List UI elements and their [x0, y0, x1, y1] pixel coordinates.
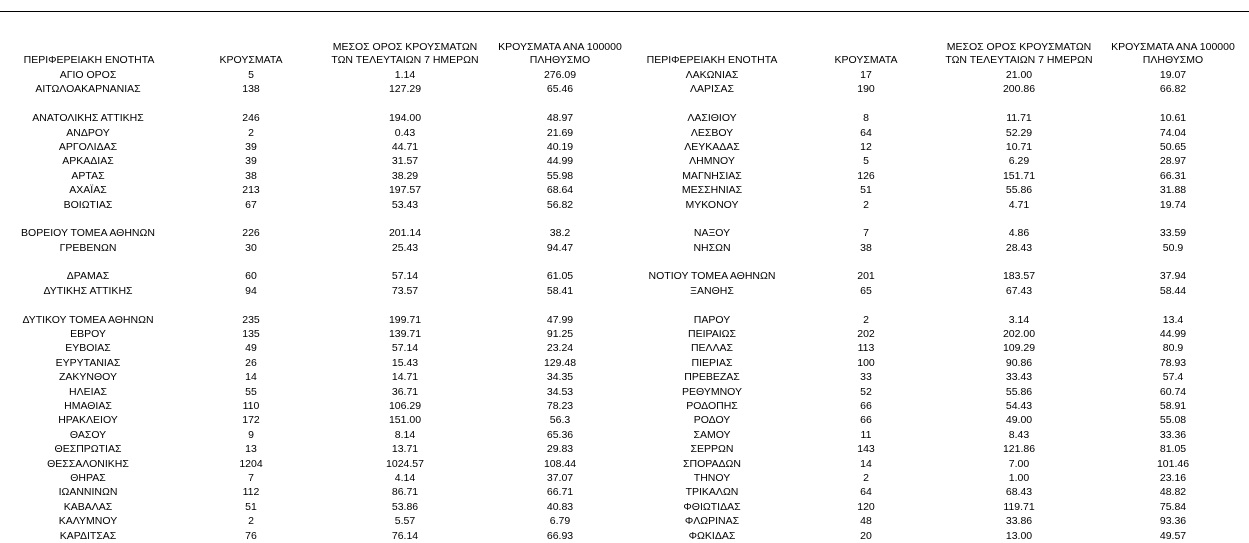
right-per-cell: 49.57 — [1159, 529, 1187, 542]
left-per-cell — [495, 255, 625, 269]
left-avg-cell: 5.57 — [394, 515, 416, 528]
header-region-left — [10, 54, 168, 67]
header-cases-right — [820, 54, 912, 67]
header-per-line2: ΠΛΗΘΥΣΜΟ — [529, 54, 591, 66]
right-cases-cell: 33 — [860, 371, 872, 384]
right-per-cell: 66.31 — [1159, 169, 1187, 182]
left-avg-cell: 0.43 — [394, 126, 416, 139]
right-avg-cell: 4.71 — [1008, 198, 1030, 211]
left-avg-cell: 36.71 — [391, 385, 419, 398]
left-per-cell: 61.05 — [546, 270, 574, 283]
left-region-cell: ΚΑΡΔΙΤΣΑΣ — [59, 529, 117, 542]
left-avg-cell — [340, 97, 470, 111]
right-avg-cell: 68.43 — [1005, 486, 1033, 499]
left-cases-cell: 2 — [248, 515, 254, 528]
right-region-cell: ΤΡΙΚΑΛΩΝ — [685, 486, 739, 499]
right-region-cell: ΛΗΜΝΟΥ — [689, 155, 735, 168]
right-cases-cell: 143 — [857, 443, 875, 456]
left-avg-cell: 38.29 — [391, 169, 419, 182]
right-region-cell: ΝΑΞΟΥ — [693, 227, 731, 240]
left-region-cell: ΔΥΤΙΚΗΣ ΑΤΤΙΚΗΣ — [43, 284, 133, 297]
right-per-cell: 37.94 — [1159, 270, 1187, 283]
right-per-cell: 93.36 — [1159, 515, 1187, 528]
right-cases-cell: 51 — [860, 184, 872, 197]
left-cases-cell: 67 — [245, 198, 257, 211]
left-cases-cell: 14 — [245, 371, 257, 384]
left-region-cell: ΘΕΣΣΑΛΟΝΙΚΗΣ — [47, 457, 129, 470]
left-region-cell: ΔΥΤΙΚΟΥ ΤΟΜΕΑ ΑΘΗΝΩΝ — [22, 313, 154, 326]
left-avg-cell: 76.14 — [391, 529, 419, 542]
right-cases-cell: 66 — [860, 414, 872, 427]
left-region-column — [0, 68, 176, 543]
right-avg-cell: 3.14 — [1008, 313, 1030, 326]
header-avg-line2: ΤΩΝ ΤΕΛΕΥΤΑΙΩΝ 7 ΗΜΕΡΩΝ — [945, 54, 1093, 66]
left-region-cell: ΒΟΡΕΙΟΥ ΤΟΜΕΑ ΑΘΗΝΩΝ — [21, 227, 155, 240]
right-per-cell: 13.4 — [1162, 313, 1184, 326]
left-avg-cell: 106.29 — [388, 399, 422, 412]
left-region-cell: ΘΑΣΟΥ — [69, 428, 107, 441]
left-per-cell: 65.36 — [546, 428, 574, 441]
left-avg-cell: 25.43 — [391, 241, 419, 254]
left-cases-cell: 39 — [245, 140, 257, 153]
left-per-cell: 38.2 — [549, 227, 571, 240]
left-per-cell: 94.47 — [546, 241, 574, 254]
left-cases-cell: 39 — [245, 155, 257, 168]
top-border — [0, 11, 1249, 12]
right-per-cell: 74.04 — [1159, 126, 1187, 139]
left-region-cell: ΘΗΡΑΣ — [70, 471, 106, 484]
right-avg-cell: 109.29 — [1002, 342, 1036, 355]
right-per-cell: 50.9 — [1162, 241, 1184, 254]
right-cases-cell: 8 — [863, 112, 869, 125]
left-region-cell: ΑΓΙΟ ΟΡΟΣ — [59, 69, 117, 81]
right-per-cell: 78.93 — [1159, 356, 1187, 369]
left-region-cell: ΕΥΡΥΤΑΝΙΑΣ — [55, 356, 121, 369]
left-cases-cell: 172 — [242, 414, 260, 427]
right-avg-cell: 1.00 — [1008, 471, 1030, 484]
right-cases-cell: 126 — [857, 169, 875, 182]
right-avg-cell: 33.86 — [1005, 515, 1033, 528]
header-per-right — [1093, 41, 1249, 67]
right-cases-cell: 65 — [860, 284, 872, 297]
right-region-cell — [622, 97, 802, 111]
left-region-cell — [0, 255, 176, 269]
left-avg-cell: 1024.57 — [386, 457, 424, 470]
right-cases-cell: 20 — [860, 529, 872, 542]
left-per-cell: 58.41 — [546, 284, 574, 297]
left-region-cell: ΓΡΕΒΕΝΩΝ — [59, 241, 117, 254]
right-region-cell: ΞΑΝΘΗΣ — [690, 284, 734, 297]
right-cases-cell: 11 — [860, 428, 872, 441]
right-avg-cell — [954, 298, 1084, 312]
header-region-label: ΠΕΡΙΦΕΡΕΙΑΚΗ ΕΝΟΤΗΤΑ — [646, 54, 778, 66]
right-per-cell: 60.74 — [1159, 385, 1187, 398]
left-avg-cell: 199.71 — [388, 313, 422, 326]
left-per-cell: 56.3 — [549, 414, 571, 427]
left-avg-cell: 151.00 — [388, 414, 422, 427]
left-cases-cell — [205, 298, 297, 312]
left-avg-cell: 4.14 — [394, 471, 416, 484]
left-cases-cell: 38 — [245, 169, 257, 182]
header-avg-line2: ΤΩΝ ΤΕΛΕΥΤΑΙΩΝ 7 ΗΜΕΡΩΝ — [331, 54, 479, 66]
right-region-cell: ΡΟΔΟΥ — [693, 414, 731, 427]
header-per-left — [480, 41, 640, 67]
left-per-cell: 55.98 — [546, 169, 574, 182]
right-region-cell: ΤΗΝΟΥ — [693, 471, 731, 484]
left-region-cell: ΑΡΤΑΣ — [71, 169, 105, 182]
left-avg-cell: 8.14 — [394, 428, 416, 441]
right-cases-cell — [820, 298, 912, 312]
left-avg-cell: 53.43 — [391, 198, 419, 211]
left-region-cell: ΗΡΑΚΛΕΙΟΥ — [58, 414, 118, 427]
left-region-cell: ΗΜΑΘΙΑΣ — [64, 399, 112, 412]
right-per-cell — [1108, 97, 1238, 111]
right-region-cell: ΛΕΣΒΟΥ — [690, 126, 734, 139]
right-avg-cell — [954, 97, 1084, 111]
right-avg-cell: 13.00 — [1005, 529, 1033, 542]
right-avg-cell — [954, 212, 1084, 226]
left-cases-cell: 2 — [248, 126, 254, 139]
right-region-cell: ΡΕΘΥΜΝΟΥ — [681, 385, 742, 398]
left-avg-cell: 13.71 — [391, 443, 419, 456]
right-avg-cell: 183.57 — [1002, 270, 1036, 283]
right-per-cell: 57.4 — [1162, 371, 1184, 384]
left-per-cell: 68.64 — [546, 184, 574, 197]
right-region-cell — [622, 298, 802, 312]
left-per-cell: 21.69 — [546, 126, 574, 139]
right-region-cell: ΣΑΜΟΥ — [693, 428, 731, 441]
header-avg-left — [318, 41, 492, 67]
right-cases-cell: 38 — [860, 241, 872, 254]
left-per-cell — [495, 298, 625, 312]
left-per-cell: 29.83 — [546, 443, 574, 456]
left-cases-cell: 135 — [242, 328, 260, 341]
right-cases-cell: 100 — [857, 356, 875, 369]
left-per-cell: 129.48 — [543, 356, 577, 369]
left-avg-cell: 57.14 — [391, 342, 419, 355]
header-avg-line1: ΜΕΣΟΣ ΟΡΟΣ ΚΡΟΥΣΜΑΤΩΝ — [332, 41, 478, 53]
right-per-cell — [1108, 212, 1238, 226]
right-per-cell: 19.74 — [1159, 198, 1187, 211]
right-region-cell: ΠΕΙΡΑΙΩΣ — [688, 328, 736, 341]
right-region-cell: ΛΑΣΙΘΙΟΥ — [687, 112, 737, 125]
left-avg-cell: 86.71 — [391, 486, 419, 499]
right-cases-cell: 14 — [860, 457, 872, 470]
left-cases-cell: 9 — [248, 428, 254, 441]
right-avg-cell: 55.86 — [1005, 184, 1033, 197]
left-avg-cell: 201.14 — [388, 227, 422, 240]
right-avg-cell — [954, 255, 1084, 269]
left-per-cell: 108.44 — [543, 457, 577, 470]
right-region-cell: ΠΑΡΟΥ — [693, 313, 731, 326]
right-region-cell — [622, 212, 802, 226]
header-cases-left — [205, 54, 297, 67]
left-avg-cell: 15.43 — [391, 356, 419, 369]
left-per-cell: 40.83 — [546, 500, 574, 513]
left-region-cell — [0, 97, 176, 111]
left-per-cell: 66.93 — [546, 529, 574, 542]
right-cases-cell: 17 — [860, 69, 872, 81]
right-region-cell: ΣΠΟΡΑΔΩΝ — [683, 457, 741, 470]
left-cases-cell: 235 — [242, 313, 260, 326]
right-per-cell: 75.84 — [1159, 500, 1187, 513]
left-avg-cell: 1.14 — [394, 69, 416, 81]
header-region-label: ΠΕΡΙΦΕΡΕΙΑΚΗ ΕΝΟΤΗΤΑ — [23, 54, 155, 66]
right-region-cell: ΦΛΩΡΙΝΑΣ — [684, 515, 740, 528]
left-cases-cell: 7 — [248, 471, 254, 484]
left-region-cell: ΑΡΓΟΛΙΔΑΣ — [58, 140, 118, 153]
right-per-cell: 28.97 — [1159, 155, 1187, 168]
right-region-cell: ΠΕΛΛΑΣ — [690, 342, 734, 355]
left-cases-cell: 94 — [245, 284, 257, 297]
right-cases-cell — [820, 255, 912, 269]
right-avg-cell: 49.00 — [1005, 414, 1033, 427]
right-cases-cell: 52 — [860, 385, 872, 398]
right-cases-cell: 190 — [857, 83, 875, 96]
left-cases-cell: 110 — [242, 399, 260, 412]
left-region-cell: ΑΧΑΪΑΣ — [69, 184, 107, 197]
right-region-cell: ΠΡΕΒΕΖΑΣ — [684, 371, 740, 384]
left-per-cell: 276.09 — [543, 69, 577, 81]
right-avg-cell: 21.00 — [1005, 69, 1033, 81]
left-cases-cell: 1204 — [239, 457, 263, 470]
right-per-cell: 23.16 — [1159, 471, 1187, 484]
left-cases-cell: 112 — [242, 486, 260, 499]
left-avg-cell — [340, 212, 470, 226]
header-region-right — [632, 54, 792, 67]
right-avg-cell: 6.29 — [1008, 155, 1030, 168]
right-cases-cell: 2 — [863, 313, 869, 326]
right-region-column — [622, 68, 802, 543]
left-region-cell: ΔΡΑΜΑΣ — [66, 270, 110, 283]
right-per-cell — [1108, 255, 1238, 269]
right-avg-cell: 28.43 — [1005, 241, 1033, 254]
right-avg-cell: 151.71 — [1002, 169, 1036, 182]
right-per-cell — [1108, 298, 1238, 312]
right-avg-cell: 67.43 — [1005, 284, 1033, 297]
left-cases-cell: 138 — [242, 83, 260, 96]
right-cases-cell: 66 — [860, 399, 872, 412]
left-region-cell: ΘΕΣΠΡΩΤΙΑΣ — [54, 443, 122, 456]
left-cases-cell: 26 — [245, 356, 257, 369]
right-cases-cell: 120 — [857, 500, 875, 513]
left-per-cell: 37.07 — [546, 471, 574, 484]
left-region-cell — [0, 298, 176, 312]
right-cases-cell: 2 — [863, 471, 869, 484]
right-avg-cell: 10.71 — [1005, 140, 1033, 153]
right-region-cell: ΡΟΔΟΠΗΣ — [686, 399, 738, 412]
left-region-cell: ΑΙΤΩΛΟΑΚΑΡΝΑΝΙΑΣ — [35, 83, 141, 96]
right-region-cell: ΜΑΓΝΗΣΙΑΣ — [682, 169, 742, 182]
left-cases-cell — [205, 212, 297, 226]
left-avg-cell: 44.71 — [391, 140, 419, 153]
right-cases-cell: 48 — [860, 515, 872, 528]
right-avg-cell: 200.86 — [1002, 83, 1036, 96]
right-per-cell: 58.91 — [1159, 399, 1187, 412]
left-region-cell: ΕΥΒΟΙΑΣ — [65, 342, 111, 355]
right-per-cell: 66.82 — [1159, 83, 1187, 96]
left-avg-cell: 57.14 — [391, 270, 419, 283]
left-cases-cell: 30 — [245, 241, 257, 254]
right-region-cell: ΝΟΤΙΟΥ ΤΟΜΕΑ ΑΘΗΝΩΝ — [648, 270, 776, 283]
right-cases-column — [820, 68, 912, 543]
left-region-cell — [0, 212, 176, 226]
left-cases-cell — [205, 97, 297, 111]
right-cases-cell: 7 — [863, 227, 869, 240]
left-per-cell: 78.23 — [546, 399, 574, 412]
left-cases-cell: 13 — [245, 443, 257, 456]
right-per-cell: 81.05 — [1159, 443, 1187, 456]
right-region-cell: ΜΕΣΣΗΝΙΑΣ — [681, 184, 743, 197]
left-region-cell: ΗΛΕΙΑΣ — [68, 385, 107, 398]
left-cases-cell: 213 — [242, 184, 260, 197]
right-per-cell: 50.65 — [1159, 140, 1187, 153]
right-cases-cell: 113 — [857, 342, 875, 355]
left-avg-cell: 31.57 — [391, 155, 419, 168]
right-avg-cell: 4.86 — [1008, 227, 1030, 240]
right-region-cell: ΜΥΚΟΝΟΥ — [685, 198, 739, 211]
left-avg-cell: 127.29 — [388, 83, 422, 96]
right-avg-cell: 11.71 — [1006, 112, 1032, 125]
right-region-cell: ΛΑΚΩΝΙΑΣ — [685, 69, 739, 81]
right-per-cell: 44.99 — [1159, 328, 1187, 341]
left-per-cell: 56.82 — [546, 198, 574, 211]
right-region-cell: ΝΗΣΩΝ — [693, 241, 731, 254]
right-cases-cell: 201 — [857, 270, 875, 283]
left-cases-cell: 76 — [245, 529, 257, 542]
right-per-cell: 31.88 — [1159, 184, 1187, 197]
right-avg-cell: 52.29 — [1005, 126, 1033, 139]
right-avg-cell: 202.00 — [1002, 328, 1036, 341]
left-per-column — [495, 68, 625, 543]
header-per-line1: ΚΡΟΥΣΜΑΤΑ ΑΝΑ 100000 — [498, 41, 622, 53]
right-per-cell: 33.36 — [1159, 428, 1187, 441]
left-cases-cell: 60 — [245, 270, 257, 283]
right-per-cell: 10.61 — [1159, 112, 1187, 125]
left-cases-cell: 246 — [242, 112, 260, 125]
left-region-cell: ΑΝΔΡΟΥ — [66, 126, 110, 139]
right-region-cell: ΣΕΡΡΩΝ — [690, 443, 734, 456]
left-region-cell: ΕΒΡΟΥ — [70, 328, 106, 341]
left-cases-column — [205, 68, 297, 543]
left-cases-cell: 49 — [245, 342, 257, 355]
right-avg-column — [954, 68, 1084, 543]
right-per-cell: 33.59 — [1159, 227, 1187, 240]
left-per-cell — [495, 212, 625, 226]
left-per-cell: 34.35 — [546, 371, 574, 384]
right-avg-cell: 8.43 — [1008, 428, 1030, 441]
left-per-cell: 65.46 — [546, 83, 574, 96]
left-region-cell: ΙΩΑΝΝΙΝΩΝ — [58, 486, 118, 499]
header-per-line1: ΚΡΟΥΣΜΑΤΑ ΑΝΑ 100000 — [1111, 41, 1235, 53]
right-per-cell: 101.46 — [1156, 457, 1190, 470]
right-cases-cell: 12 — [860, 140, 872, 153]
left-per-cell: 34.53 — [546, 385, 574, 398]
left-region-cell: ΑΡΚΑΔΙΑΣ — [62, 155, 114, 168]
left-region-cell: ΚΑΒΑΛΑΣ — [63, 500, 113, 513]
left-avg-cell: 194.00 — [388, 112, 422, 125]
left-cases-cell: 55 — [245, 385, 257, 398]
header-per-line2: ΠΛΗΘΥΣΜΟ — [1142, 54, 1204, 66]
left-per-cell: 48.97 — [546, 112, 574, 125]
right-per-cell: 58.44 — [1159, 284, 1187, 297]
right-per-cell: 48.82 — [1159, 486, 1187, 499]
left-cases-cell: 226 — [242, 227, 260, 240]
left-per-cell: 40.19 — [546, 140, 574, 153]
right-cases-cell — [820, 212, 912, 226]
left-cases-cell: 51 — [245, 500, 257, 513]
right-avg-cell: 55.86 — [1005, 385, 1033, 398]
right-region-cell: ΛΑΡΙΣΑΣ — [690, 83, 734, 96]
left-avg-cell — [340, 298, 470, 312]
right-avg-cell: 33.43 — [1005, 371, 1033, 384]
right-cases-cell — [820, 97, 912, 111]
right-per-cell: 19.07 — [1159, 69, 1187, 81]
header-cases-label: ΚΡΟΥΣΜΑΤΑ — [219, 54, 283, 66]
header-cases-label: ΚΡΟΥΣΜΑΤΑ — [834, 54, 898, 66]
left-avg-cell — [340, 255, 470, 269]
left-per-cell — [495, 97, 625, 111]
header-avg-right — [932, 41, 1106, 67]
right-avg-cell: 119.71 — [1003, 500, 1035, 513]
left-per-cell: 6.79 — [549, 515, 571, 528]
right-region-cell — [622, 255, 802, 269]
left-avg-column — [340, 68, 470, 543]
right-cases-cell: 64 — [860, 126, 872, 139]
right-cases-cell: 202 — [857, 328, 875, 341]
right-cases-cell: 64 — [860, 486, 872, 499]
left-avg-cell: 197.57 — [388, 184, 422, 197]
right-region-cell: ΦΩΚΙΔΑΣ — [688, 529, 736, 542]
left-region-cell: ΒΟΙΩΤΙΑΣ — [63, 198, 113, 211]
left-cases-cell — [205, 255, 297, 269]
left-region-cell: ΖΑΚΥΝΘΟΥ — [58, 371, 117, 384]
left-per-cell: 23.24 — [546, 342, 574, 355]
right-region-cell: ΛΕΥΚΑΔΑΣ — [684, 140, 740, 153]
left-avg-cell: 73.57 — [391, 284, 419, 297]
left-cases-cell: 5 — [248, 69, 254, 81]
right-region-cell: ΠΙΕΡΙΑΣ — [691, 356, 733, 369]
right-avg-cell: 54.43 — [1005, 399, 1033, 412]
right-cases-cell: 5 — [863, 155, 869, 168]
left-avg-cell: 139.71 — [388, 328, 422, 341]
right-per-cell: 80.9 — [1162, 342, 1184, 355]
right-avg-cell: 90.86 — [1005, 356, 1033, 369]
left-per-cell: 44.99 — [546, 155, 574, 168]
right-region-cell: ΦΘΙΩΤΙΔΑΣ — [683, 500, 741, 513]
header-avg-line1: ΜΕΣΟΣ ΟΡΟΣ ΚΡΟΥΣΜΑΤΩΝ — [946, 41, 1092, 53]
left-avg-cell: 14.71 — [391, 371, 419, 384]
right-avg-cell: 7.00 — [1008, 457, 1030, 470]
right-cases-cell: 2 — [863, 198, 869, 211]
left-region-cell: ΚΑΛΥΜΝΟΥ — [58, 515, 118, 528]
left-avg-cell: 53.86 — [391, 500, 419, 513]
right-avg-cell: 121.86 — [1002, 443, 1036, 456]
left-region-cell: ΑΝΑΤΟΛΙΚΗΣ ΑΤΤΙΚΗΣ — [32, 112, 144, 125]
left-per-cell: 91.25 — [546, 328, 574, 341]
right-per-cell: 55.08 — [1159, 414, 1187, 427]
left-per-cell: 47.99 — [546, 313, 574, 326]
left-per-cell: 66.71 — [546, 486, 574, 499]
right-per-column — [1108, 68, 1238, 543]
